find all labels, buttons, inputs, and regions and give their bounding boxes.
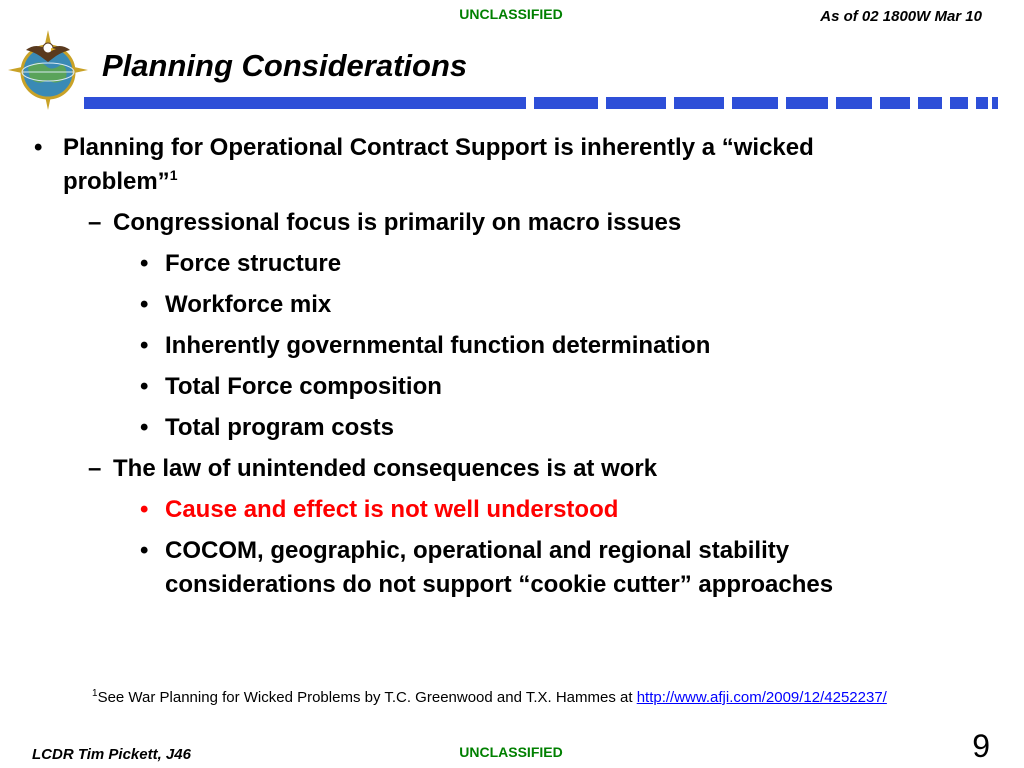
bullet-marker: • bbox=[140, 291, 149, 318]
bullet-main-line1: Planning for Operational Contract Support is inherently a “wicked bbox=[63, 134, 814, 161]
list-item-line1: COCOM, geographic, operational and regional stability bbox=[165, 537, 790, 564]
list-item: Total program costs bbox=[165, 414, 394, 441]
list-item: Inherently governmental function determination bbox=[165, 332, 711, 359]
classification-banner-top: UNCLASSIFIED bbox=[459, 6, 563, 22]
footnote-number: 1 bbox=[92, 688, 98, 699]
footnote-link[interactable]: http://www.afji.com/2009/12/4252237/ bbox=[636, 689, 887, 706]
bullet-marker: • bbox=[140, 250, 149, 277]
footnote bbox=[92, 689, 887, 706]
dash-marker: – bbox=[88, 209, 102, 236]
bullet-marker: • bbox=[140, 414, 149, 441]
list-item: Workforce mix bbox=[165, 291, 332, 318]
bullet-marker: • bbox=[140, 496, 149, 523]
footnote-text: See War Planning for Wicked Problems by T.C. Greenwood and T.X. Hammes at bbox=[97, 689, 637, 706]
title-divider-bar bbox=[84, 96, 1000, 108]
eagle-globe-emblem-icon bbox=[6, 28, 90, 112]
page-number: 9 bbox=[972, 728, 990, 764]
presenter-name: LCDR Tim Pickett, J46 bbox=[32, 746, 191, 763]
list-item-line2: considerations do not support “cookie cutter” approaches bbox=[165, 571, 834, 598]
date-stamp: As of 02 1800W Mar 10 bbox=[820, 8, 982, 25]
sub-bullet-congressional: Congressional focus is primarily on macro issues bbox=[113, 209, 682, 236]
dash-marker: – bbox=[88, 455, 102, 482]
sub-bullet-unintended-consequences: The law of unintended consequences is at work bbox=[113, 455, 658, 482]
list-item-highlighted: Cause and effect is not well understood bbox=[165, 496, 619, 523]
bullet-main-line2-text: problem” bbox=[63, 168, 170, 195]
footnote-reference: 1 bbox=[169, 167, 178, 183]
bullet-marker: • bbox=[34, 134, 43, 161]
classification-banner-bottom: UNCLASSIFIED bbox=[459, 744, 563, 760]
list-item: Force structure bbox=[165, 250, 342, 277]
bullet-marker: • bbox=[140, 332, 149, 359]
bullet-main-line2 bbox=[63, 168, 177, 196]
list-item: Total Force composition bbox=[165, 373, 442, 400]
bullet-marker: • bbox=[140, 373, 149, 400]
page-title: Planning Considerations bbox=[102, 48, 468, 83]
bullet-marker: • bbox=[140, 537, 149, 564]
